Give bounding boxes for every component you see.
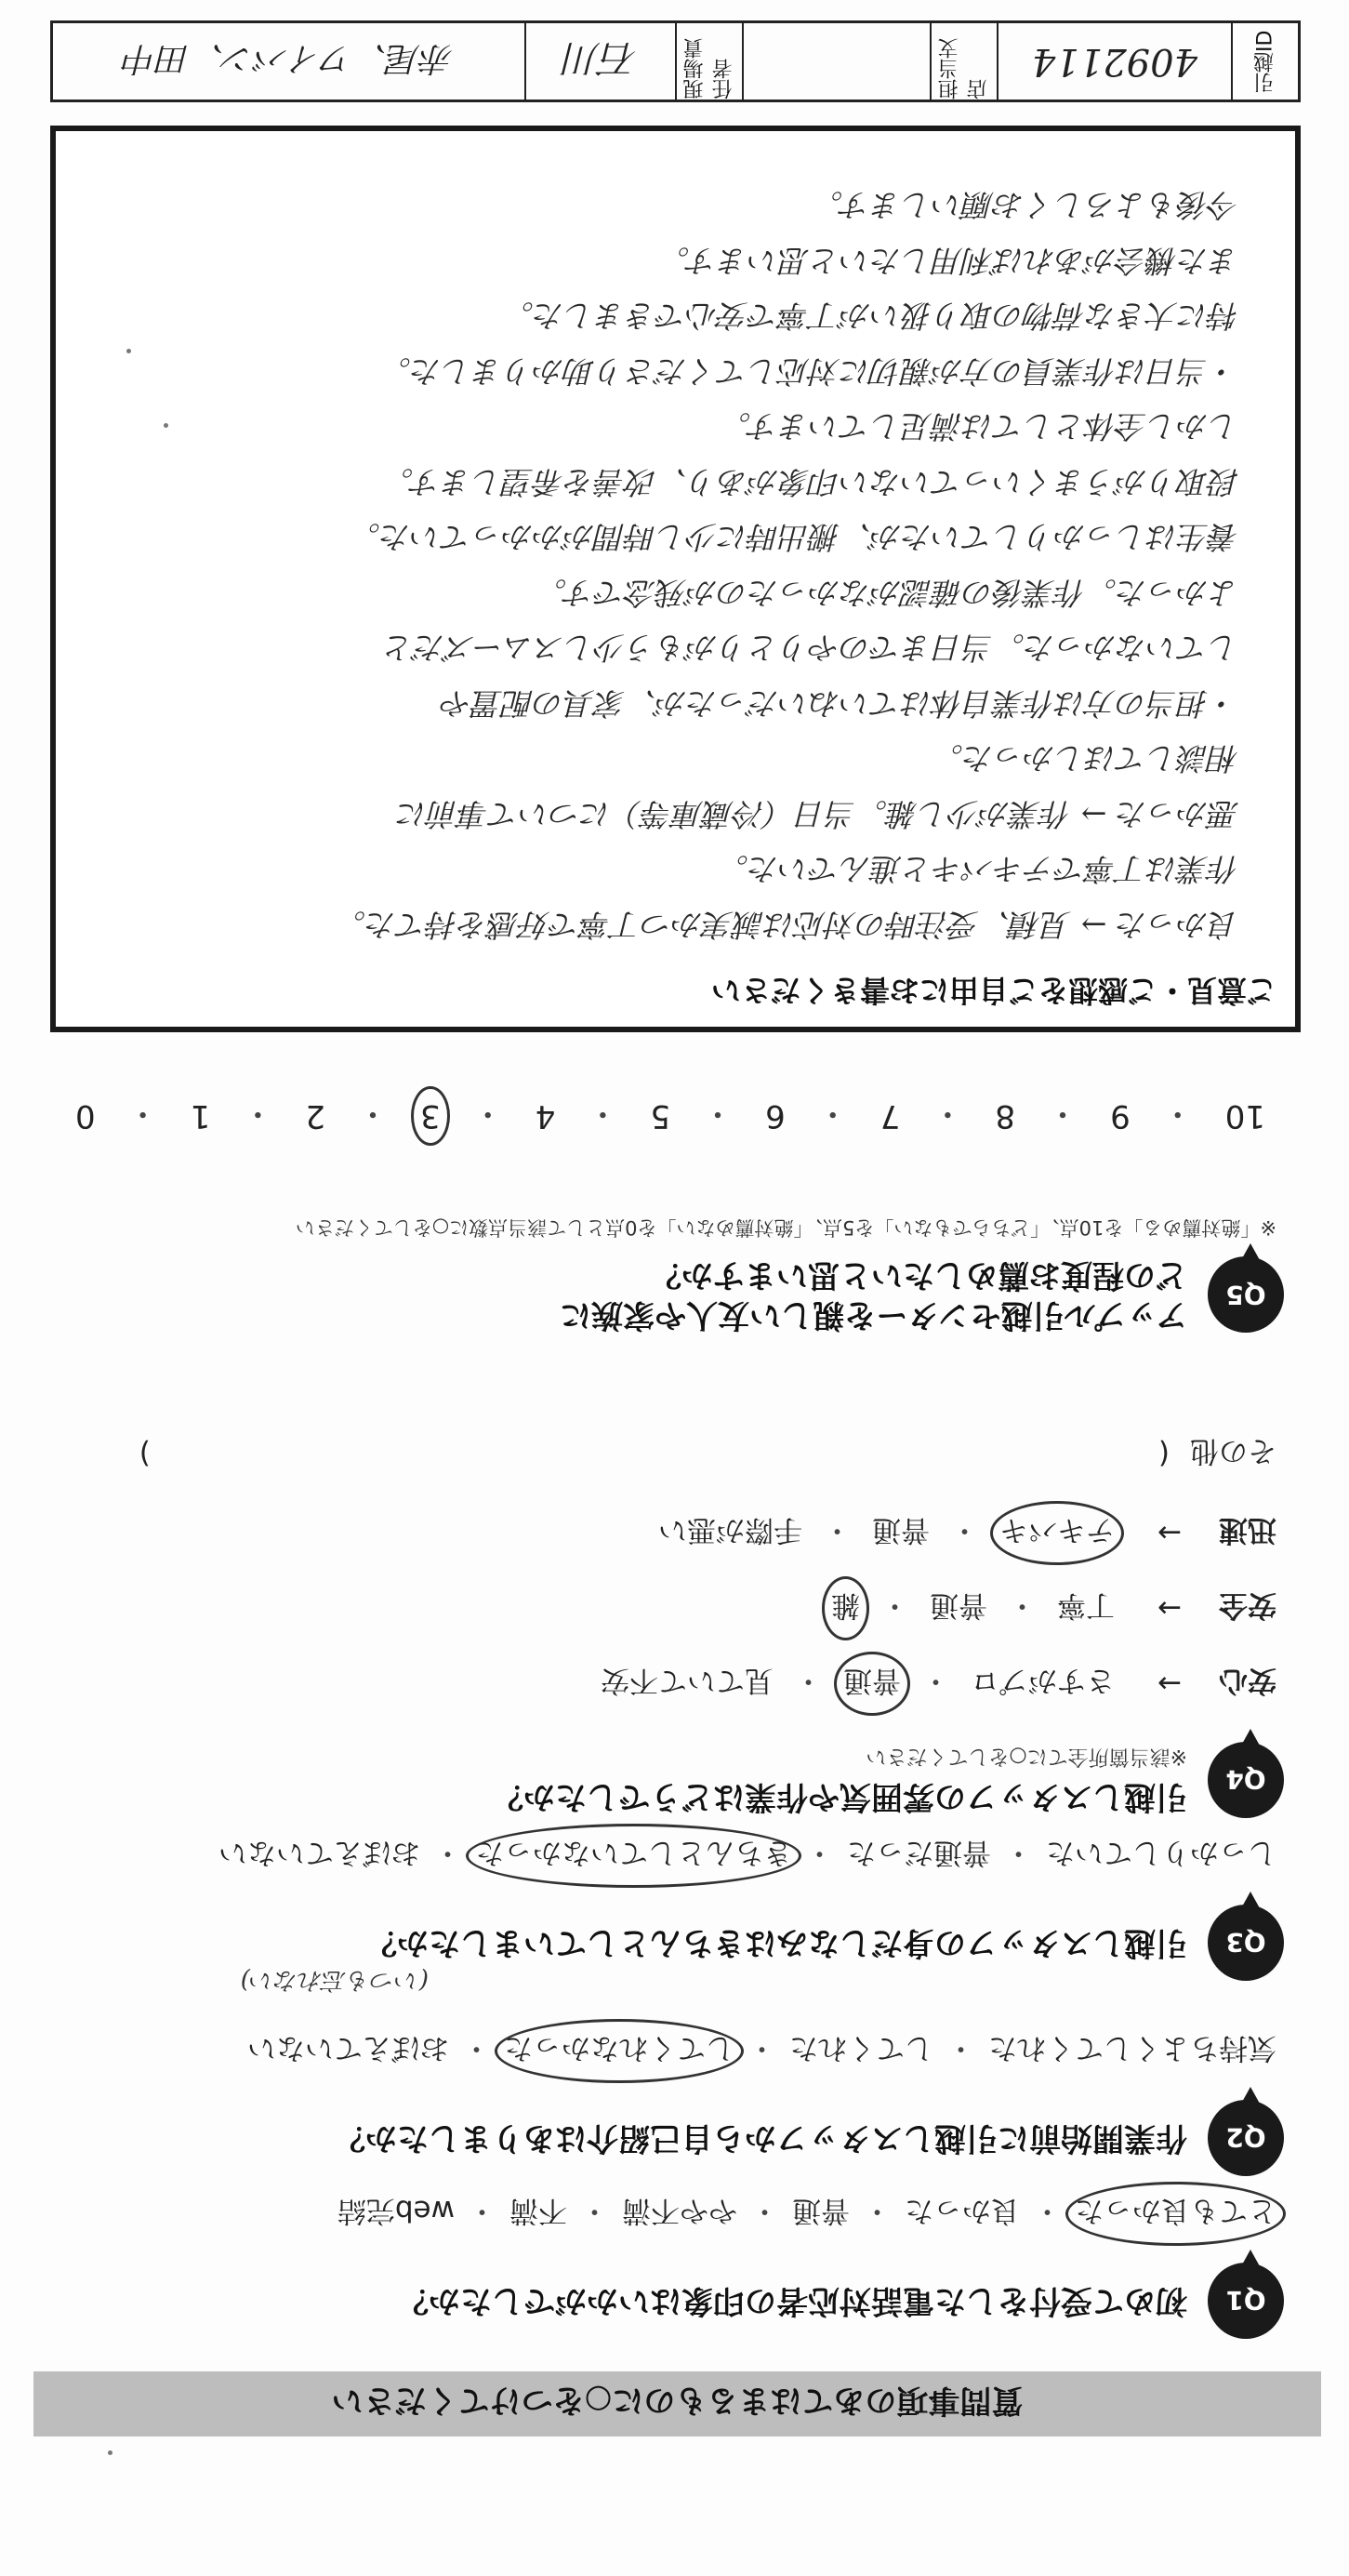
q3-text: 引越しスタッフの身だしなみはきちんとしていましたか？ xyxy=(365,1924,1187,1962)
q4-row-anzen: 安全 → 丁寧 ・ 普通 ・ 雑 xyxy=(47,1587,1276,1629)
q1-option-normal[interactable]: 普通 xyxy=(792,2194,850,2227)
q1-options: とても良かった ・ 良かった ・ 普通 ・ やや不満 ・ 不満 ・ web完結 xyxy=(47,2193,1276,2235)
q5-score-5[interactable]: 5 xyxy=(650,1097,671,1135)
q3-option-not-neat[interactable]: きちんとしていなかった xyxy=(475,1835,792,1877)
crew-value-cell[interactable] xyxy=(53,23,526,100)
question-4 xyxy=(47,1433,1284,1818)
leader-value: 石川 xyxy=(563,36,638,80)
q5-score-2[interactable]: 2 xyxy=(305,1097,325,1135)
q3-badge: Q3 xyxy=(1208,1905,1284,1981)
q4-anshin-option-anxious[interactable]: 見ていて不安 xyxy=(601,1664,774,1697)
q4-other-label: その他 xyxy=(1190,1434,1276,1467)
q2-option-pleasant[interactable]: 気持ちよくしてくれた xyxy=(988,2031,1276,2065)
question-3 xyxy=(47,1835,1284,1981)
leader-value-cell[interactable] xyxy=(526,23,677,100)
q2-option-dont-remember[interactable]: おぼえていない xyxy=(247,2031,449,2065)
q4-anzen-option-normal[interactable]: 普通 xyxy=(930,1588,987,1622)
instruction-bar xyxy=(33,2371,1321,2437)
q2-options: 気持ちよくしてくれた ・ してくれた ・ してくれなかった ・ おぼえていない xyxy=(47,2030,1276,2072)
q3-options: しっかりしていた ・ 普通だった ・ きちんとしていなかった ・ おぼえていない xyxy=(47,1835,1276,1877)
q4-anshin-option-pro[interactable]: さすがプロ xyxy=(971,1664,1115,1697)
q5-score-0[interactable]: 0 xyxy=(75,1097,96,1135)
id-label: 引越ID xyxy=(1253,30,1277,93)
id-label-cell xyxy=(1233,23,1298,100)
q2-option-did-not[interactable]: してくれなかった xyxy=(504,2030,734,2072)
q1-badge: Q1 xyxy=(1208,2263,1284,2339)
q4-anshin-option-normal[interactable]: 普通 xyxy=(843,1663,901,1705)
comment-line: 段取りがうまくいっていない印象があり、改善を希望します。 xyxy=(382,464,1239,500)
q2-handwritten-note: (いつも忘れない) xyxy=(240,1966,429,1994)
q4-note: ※該当箇所全てに○をしてください xyxy=(866,1745,1187,1769)
q5-score-3[interactable]: 3 xyxy=(420,1097,441,1135)
comment-line: また機会があれば利用したいと思います。 xyxy=(658,243,1239,279)
q4-anzen-option-rough[interactable]: 雑 xyxy=(831,1587,860,1629)
q5-score-10[interactable]: 10 xyxy=(1224,1097,1265,1135)
scan-speck xyxy=(126,349,131,353)
q5-score-1[interactable]: 1 xyxy=(190,1097,211,1135)
comment-line: ・担当の方は作業自体はていねいだったが、家具の配置や xyxy=(442,685,1239,722)
q5-text-line2: どの程度お薦めしたいと思いますか？ xyxy=(650,1256,1187,1295)
q4-row-jinsoku: 迅速 → テキパキ ・ 普通 ・ 手際が悪い xyxy=(47,1512,1276,1554)
q4-jinsoku-option-quick[interactable]: テキパキ xyxy=(999,1512,1115,1554)
comment-line: 悪かった → 作業が少し雑。当日（冷蔵庫等）について事前に xyxy=(397,796,1239,832)
branch-label-cell xyxy=(932,23,999,100)
id-value: 4092114 xyxy=(1031,40,1198,83)
q4-other-close: ) xyxy=(139,1437,151,1471)
q5-score-9[interactable]: 9 xyxy=(1110,1097,1131,1135)
q5-score-8[interactable]: 8 xyxy=(995,1097,1016,1135)
q4-category-jinsoku: 迅速 xyxy=(1219,1513,1276,1547)
q4-other-open: ( xyxy=(1157,1437,1170,1471)
q2-option-did[interactable]: してくれた xyxy=(789,2031,933,2065)
q5-note: ※「絶対薦める」を10点、「どちらでもない」を5点、「絶対薦めない」を0点として該当点数に○をしてください xyxy=(295,1216,1276,1239)
q4-anzen-option-careful[interactable]: 丁寧 xyxy=(1057,1588,1115,1622)
scan-speck xyxy=(108,2450,112,2455)
q3-option-dont-remember[interactable]: おぼえていない xyxy=(218,1836,420,1869)
comment-line: していなかった。当日までのやりとりがもう少しスムーズだと xyxy=(383,630,1239,667)
q4-badge: Q4 xyxy=(1208,1742,1284,1818)
leader-label-cell xyxy=(677,23,744,100)
id-value-cell[interactable] xyxy=(999,23,1233,100)
q4-category-anzen: 安全 xyxy=(1219,1588,1276,1622)
scan-speck xyxy=(164,423,168,428)
comment-line: よかった。作業後の確認がなかったのが残念です。 xyxy=(536,575,1239,611)
comment-line: 養生はしっかりしていたが、搬出時に少し時間がかかっていた。 xyxy=(350,519,1239,556)
question-2 xyxy=(47,1966,1284,2176)
q3-option-normal[interactable]: 普通だった xyxy=(847,1836,991,1869)
id-table xyxy=(50,20,1301,102)
comment-box[interactable] xyxy=(50,126,1301,1032)
leader-label: 現場責任者 xyxy=(683,38,735,100)
comment-line: 相談してほしかった。 xyxy=(932,740,1239,777)
q5-score-7[interactable]: 7 xyxy=(879,1097,901,1135)
q3-option-neat[interactable]: しっかりしていた xyxy=(1046,1836,1276,1869)
q4-arrow-jinsoku: → xyxy=(1157,1516,1182,1550)
q4-arrow-anshin: → xyxy=(1157,1666,1182,1701)
q1-option-somewhat-dissatisfied[interactable]: やや不満 xyxy=(622,2194,737,2227)
comment-text xyxy=(102,178,1239,952)
q4-jinsoku-option-normal[interactable]: 普通 xyxy=(872,1513,930,1547)
q4-row-anshin: 安心 → さすがプロ ・ 普通 ・ 見ていて不安 xyxy=(47,1663,1276,1705)
q2-text: 作業開始前に引越しスタッフから自己紹介はありましたか？ xyxy=(334,2119,1187,2158)
q1-option-dissatisfied[interactable]: 不満 xyxy=(509,2194,567,2227)
instruction-text: 質問事項のあてはまるものに○をつけてください xyxy=(331,2382,1024,2420)
branch-label: 担当支店 xyxy=(938,38,990,100)
question-5 xyxy=(47,1215,1284,1334)
comment-label: ご意見・ご感想をご自由にお書きください xyxy=(710,973,1276,1008)
q5-score-4[interactable]: 4 xyxy=(535,1097,556,1135)
q5-text-line1: アップル引越センターを親しい友人や家族に xyxy=(560,1296,1187,1334)
comment-line: 良かった → 見積、受注時の対応は誠実かつ丁寧で好感を持てた。 xyxy=(335,907,1239,943)
q1-option-very-good[interactable]: とても良かった xyxy=(1075,2193,1276,2235)
question-1 xyxy=(47,2193,1284,2339)
comment-line: 今後もよろしくお願いします。 xyxy=(812,187,1239,224)
q1-option-web[interactable]: web完結 xyxy=(337,2194,455,2227)
q1-text: 初めて受付をした電話対応者の印象はいかがでしたか？ xyxy=(397,2282,1187,2320)
q4-jinsoku-option-clumsy[interactable]: 手際が悪い xyxy=(658,1513,802,1547)
q5-scale: 10 ・ 9 ・ 8 ・ 7 ・ 6 ・ 5 ・ 4 ・ 3 ・ 2 ・ 1 ・ 0 xyxy=(75,1095,1265,1135)
comment-line: 作業は丁寧でテキパキと進んでいた。 xyxy=(718,851,1239,888)
q4-text: 引越しスタッフの雰囲気や作業はどうでしたか？ xyxy=(492,1777,1187,1815)
crew-value: 赤尾、ワイバン、田中 xyxy=(123,39,455,78)
q4-arrow-anzen: → xyxy=(1157,1591,1182,1626)
q2-badge: Q2 xyxy=(1208,2100,1284,2176)
comment-line: 特に大きな荷物の取り扱いが丁寧で安心できました。 xyxy=(503,298,1239,335)
branch-value-cell[interactable] xyxy=(744,23,932,100)
q5-badge: Q5 xyxy=(1208,1257,1284,1334)
comment-line: ・当日は作業員の方が親切に対応してくださり助かりました。 xyxy=(380,353,1239,390)
comment-line: しかし全体としては満足しています。 xyxy=(720,408,1239,445)
q5-score-6[interactable]: 6 xyxy=(765,1097,786,1135)
q1-option-good[interactable]: 良かった xyxy=(905,2194,1020,2227)
q4-category-anshin: 安心 xyxy=(1219,1664,1276,1697)
q4-row-other xyxy=(47,1433,1276,1475)
